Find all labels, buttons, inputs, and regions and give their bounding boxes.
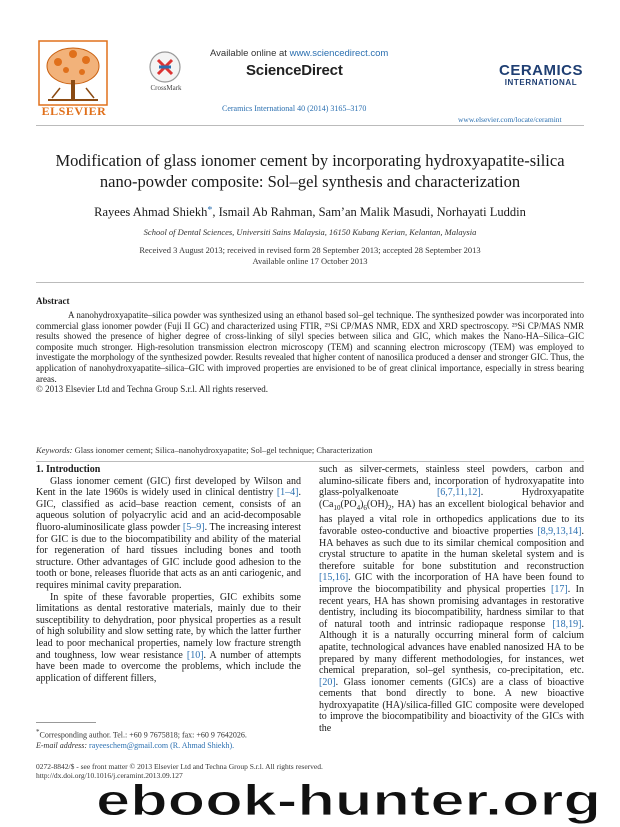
text-run: . GIC with the incorporation of HA have been found to improve the biocompatibility and physical properties (319, 572, 584, 595)
email-link[interactable]: rayeeschem@gmail.com (R. Ahmad Shiekh). (89, 740, 235, 750)
text-run: . HA behaves as such due to its similar chemical composition and crystal structure to apatite in the human skeletal system and is therefore suitable for bone substitution and reconstruction (319, 525, 584, 572)
text-run: (OH) (366, 498, 389, 510)
contact-info: Corresponding author. Tel.: +60 9 7675818; fax: +60 9 7642026. (39, 730, 247, 740)
text-run: . Although it is a naturally occurring mineral form of calcium apatite, technological advances have enabled nanosized HA to be prepared by many different methodologies, for instances, wet chemical preparation, sol–gel synthesis, co-precipitation, etc. (319, 618, 584, 677)
citation-link[interactable]: [8,9,13,14] (537, 525, 582, 537)
abstract-heading: Abstract (36, 296, 70, 306)
email-label: E-mail address: (36, 740, 88, 750)
subscript: 10 (333, 503, 341, 512)
available-online (210, 48, 388, 59)
text-run: . Hydroxyapatite (Ca (319, 487, 585, 510)
citation-link[interactable]: [15,16] (319, 572, 349, 584)
available-online-prefix: Available online at (210, 48, 290, 59)
watermark-text: ebook-hunter.org (96, 778, 601, 824)
sciencedirect-brand: ScienceDirect (246, 62, 343, 79)
subscript: 6 (363, 503, 367, 512)
citation-link[interactable]: [5–9] (182, 521, 205, 533)
journal-logo-line2: INTERNATIONAL (504, 78, 578, 87)
email-line (36, 741, 301, 751)
text-run: Glass ionomer cement (GIC) first developed by Wilson and Kent in the late 1960s is widely used in clinical dentistry (36, 475, 301, 499)
issn-line: 0272-8842/$ - see front matter © 2013 Elsevier Ltd and Techna Group S.r.l. All rights reserved. (36, 762, 323, 771)
intro-paragraph-1 (36, 476, 301, 592)
text-run: . The increasing interest for GIC is due to the biocompatibility and ability of the material for regeneration of hard tissues including bones and tooth structure. Other advantages of GIC include good adhesion to the tooth or bone, releases fluoride that acts as an anti cariogenic, and requires minimal cavity preparation. (36, 521, 301, 591)
citation-link[interactable]: [20] (319, 676, 336, 688)
citation-link[interactable]: [10] (186, 649, 204, 661)
abstract-copyright: © 2013 Elsevier Ltd and Techna Group S.r.l. All rights reserved. (36, 384, 268, 395)
citation-link[interactable]: [6,7,11,12] (436, 487, 481, 499)
subscript: 4 (356, 503, 361, 512)
journal-url-link[interactable]: www.elsevier.com/locate/ceramint (458, 115, 562, 124)
publisher-logo-text: ELSEVIER (41, 104, 107, 118)
title-divider (36, 282, 584, 283)
elsevier-tree-logo (38, 40, 108, 106)
other-authors: , Ismail Ab Rahman, Sam’an Malik Masudi, Norhayati Luddin (212, 205, 526, 219)
section-heading-introduction: 1. Introduction (36, 464, 101, 475)
citation-link[interactable]: [17] (551, 583, 568, 595)
journal-logo (498, 64, 584, 87)
corresponding-author-note (36, 727, 301, 741)
keywords-list: Glass ionomer cement; Silica–nanohydroxyapatite; Sol–gel technique; Characterization (74, 445, 373, 455)
header-divider (36, 125, 584, 126)
author-list (36, 205, 584, 220)
article-title: Modification of glass ionomer cement by incorporating hydroxyapatite-silica nano-powder composite: Sol–gel synthesis and characterization (55, 151, 565, 191)
text-run: such as silver-cermets, stainless steel powders, carbon and alumino-silicate fibers and, incorporation of hydroxyapatite into glass-polyalkenoate (319, 464, 584, 499)
text-run: In spite of these favorable properties, GIC exhibits some limitations as dental restorative materials, mainly due to their susceptibility to dehydration, poor physical properties as a result of high solubility and slow setting rate, by which the latter further lead to poor mechanical properties, namely low fracture strength and toughness, low wear resistance (36, 591, 301, 661)
watermark (96, 778, 606, 824)
text-run: . GIC, classified as acid–base reaction cement, consists of an aqueous solution of polyacrylic acid and an acid-decomposable fluoro-aluminosilicate glass powder (36, 487, 301, 533)
doi-line[interactable]: http://dx.doi.org/10.1016/j.ceramint.2013.09.127 (36, 771, 183, 780)
article-dates (36, 245, 584, 267)
right-column (319, 464, 584, 735)
journal-citation[interactable]: Ceramics International 40 (2014) 3165–3170 (222, 104, 367, 113)
footnote-star: * (36, 728, 40, 736)
abstract-body (36, 310, 584, 395)
keywords (36, 445, 584, 455)
sciencedirect-link[interactable]: www.sciencedirect.com (289, 48, 389, 59)
text-run: (PO (340, 498, 357, 510)
crossmark-icon[interactable] (148, 50, 182, 84)
intro-paragraph-continued (319, 464, 584, 735)
corresponding-author: Rayees Ahmad Shiekh (94, 205, 208, 219)
corresponding-author-marker[interactable]: * (207, 205, 213, 216)
text-run: . A number of attempts have been made to overcome the problems, which include the application of different fillers, (36, 649, 301, 684)
abstract-divider (36, 461, 584, 462)
keywords-label: Keywords: (36, 445, 73, 455)
subscript: 2 (388, 503, 392, 512)
abstract-text: A nanohydroxyapatite–silica powder was synthesized using an ethanol based sol–gel technique. The synthesized powder was incorporated into commercial glass ionomer powder (Fuji II GC) and characterized using FTIR, ²⁹Si CP/MAS NMR, EDX and XRD spectroscopy. ²⁹Si CP/MAS NMR results showed the presence of higher degree of cross-linking of silyl species between silica and GIC, which makes the Nano-HA–Silica–GIC composite much stronger. High-resolution transmission electron microscopy (TEM) and scanning electron microscopy (TEM) was employed to investigate the morphology of the synthesized powder. Results revealed that higher content of nanosilica produced a denser and stronger GIC. Thus, the application of nanohydroxyapatite–silica–GIC with improved properties are envisioned to be of great clinical importance, especially in stress bearing areas. (36, 310, 584, 384)
received-dates: Received 3 August 2013; received in revised form 28 September 2013; accepted 28 September 2013 (139, 245, 481, 255)
crossmark-label: CrossMark (150, 84, 182, 92)
footnote-divider (36, 722, 96, 723)
footnote (36, 727, 301, 751)
text-run: . Glass ionomer cements (GICs) are a class of bioactive cements that bond directly to bone. A new bioactive hydroxyapatite (HA)/silica-filled GIC composite were developed to improve the biocompatibility and bioactivity of the GICs with the (319, 676, 584, 735)
affiliation: School of Dental Sciences, Universiti Sains Malaysia, 16150 Kubang Kerian, Kelantan, Malaysia (143, 227, 477, 237)
citation-link[interactable]: [1–4] (276, 487, 299, 499)
journal-logo-line1: CERAMICS (498, 62, 583, 79)
citation-link[interactable]: [18,19] (552, 618, 582, 630)
text-run: , HA) has an excellent biological behavior and has played a vital role in orthopedics applications due to its favorable osteo-conductive and bioactive properties (319, 498, 584, 537)
left-column (36, 464, 301, 684)
intro-paragraph-2 (36, 592, 301, 685)
text-run: . In recent years, HA has shown promising advantages in restorative dentistry, including its biocompatibility, hardness similar to that of natural tooth and intrinsic radiopaque response (319, 583, 584, 630)
text-run: ) (360, 498, 364, 510)
available-date: Available online 17 October 2013 (252, 256, 368, 266)
